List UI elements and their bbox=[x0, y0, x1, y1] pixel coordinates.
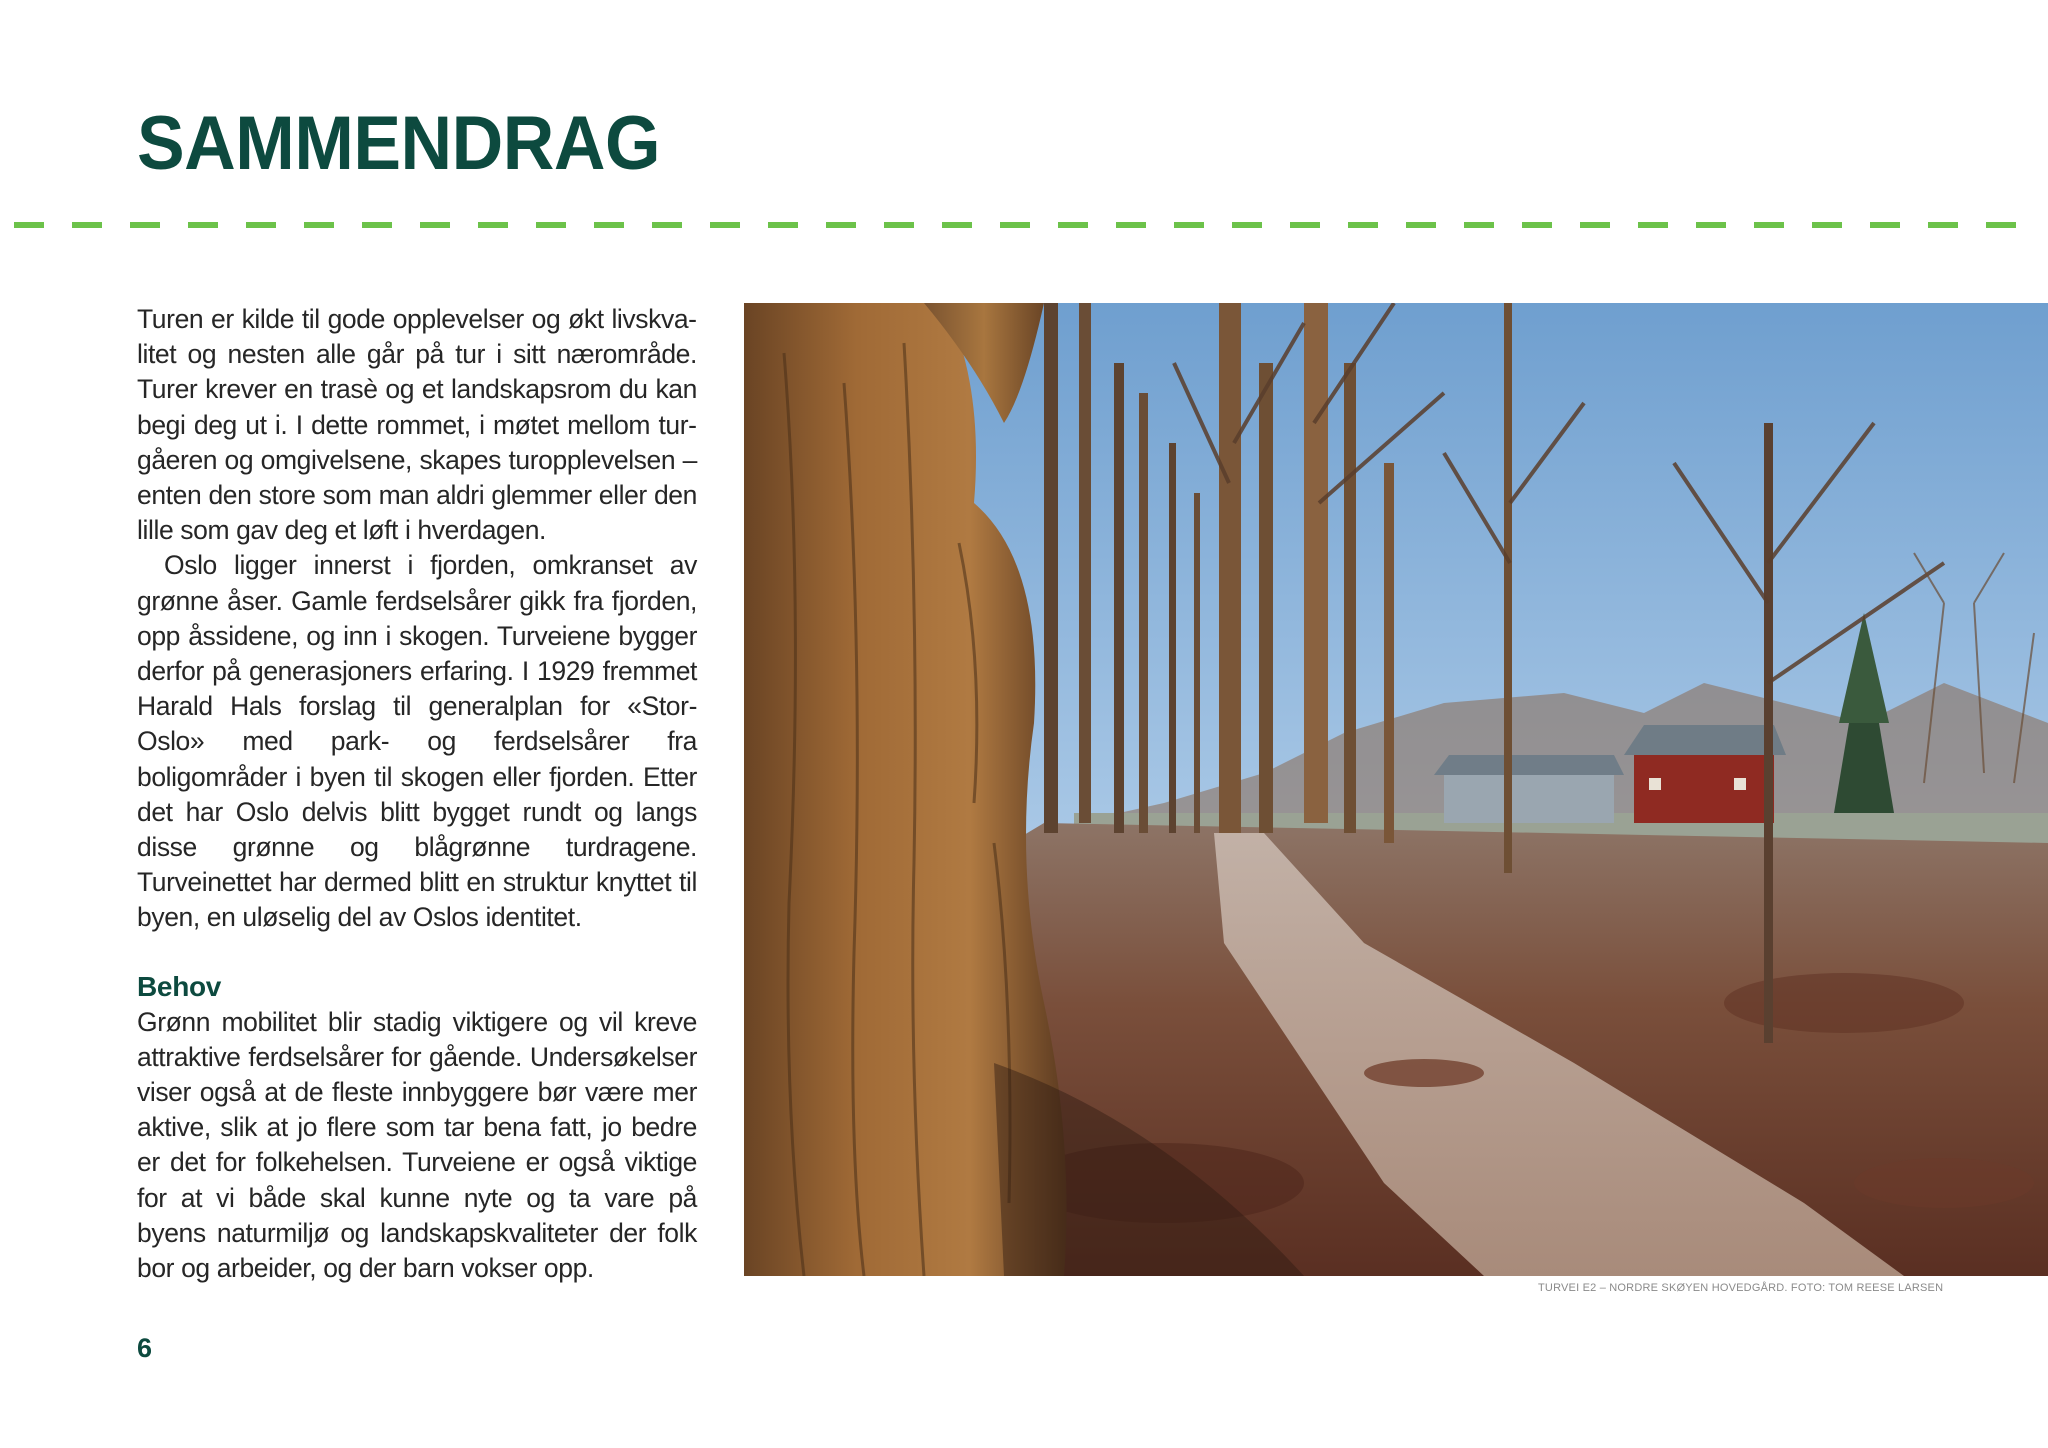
tree-avenue-photo bbox=[744, 303, 2048, 1276]
body-text-column bbox=[137, 302, 697, 1286]
intro-paragraph: Turen er kilde til gode opplevelser og økt livskvalitet og nesten alle går på tur i sitt nærområde. Turer krever en trasè og et landskapsrom du kan begi deg ut i. I dette rommet, i møtet mellom turgåeren og omgivelsene, skapes turopplevelsen – enten den store som man aldri glemmer eller den lille som gav deg et løft i hverdagen. bbox=[137, 304, 697, 546]
page-number: 6 bbox=[137, 1333, 153, 1363]
section-heading-behov: Behov bbox=[137, 970, 222, 1002]
behov-paragraph: Grønn mobilitet blir stadig viktigere og vil kreve attraktive ferdselsårer for gående. Undersøkelser viser også at de fleste innbyggere bør være mer aktive, slik at jo flere som tar bena fatt, jo bedre er det for folkehelsen. Turveiene er også viktige for at vi både skal kunne nyte og ta vare på byens naturmiljø og landskapskvaliteter der folk bor og arbeider, og der barn vokser opp. bbox=[137, 1006, 697, 1284]
oslo-paragraph: Oslo ligger innerst i fjorden, omkranset av grønne åser. Gamle ferdselsårer gikk fra fjorden, opp åssidene, og inn i skogen. Turveiene bygger derfor på generasjoners erfaring. I 1929 fremmet Harald Hals forslag til generalplan for «Stor-Oslo» med park- og ferdselsårer fra boligområder i byen til skogen eller fjorden. Etter det har Oslo delvis blitt bygget rundt og langs disse grønne og blågrønne turdragene. Turveinettet har dermed blitt en struktur knyttet til byen, en uløselig del av Oslos identitet. bbox=[137, 550, 697, 933]
photo-caption: TURVEI E2 – NORDRE SKØYEN HOVEDGÅRD. FOTO: TOM REESE LARSEN bbox=[1538, 1282, 1944, 1294]
page-title: SAMMENDRAG bbox=[137, 101, 661, 186]
dashed-divider bbox=[14, 222, 2034, 228]
